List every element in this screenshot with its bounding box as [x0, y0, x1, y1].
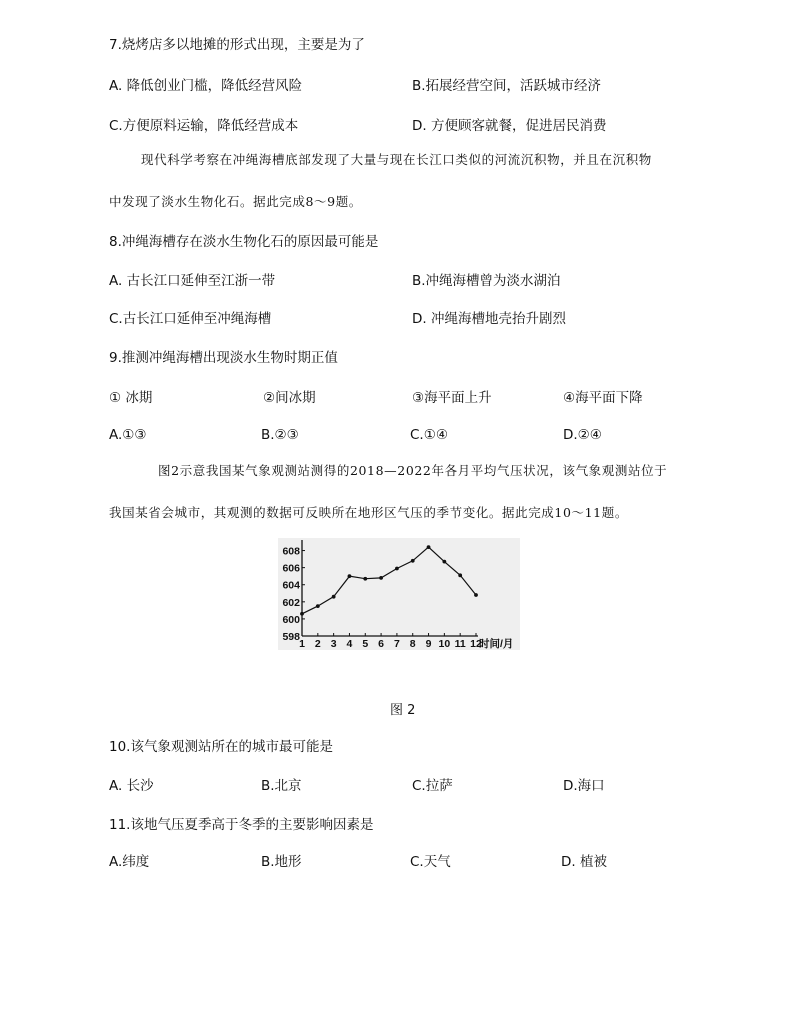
y-tick-label: 600	[282, 613, 300, 626]
x-tick-label: 1	[299, 638, 305, 650]
q7-option-d: D. 方便顾客就餐，促进居民消费	[412, 118, 607, 134]
data-point	[411, 559, 415, 563]
y-tick-label: 598	[282, 631, 300, 643]
q7-option-b: B.拓展经营空间，活跃城市经济	[412, 78, 602, 94]
data-point	[316, 604, 320, 608]
y-tick-label: 606	[282, 562, 300, 575]
q8-option-a: A. 古长江口延伸至江浙一带	[109, 273, 276, 289]
y-tick-label: 604	[282, 579, 300, 592]
x-tick-label: 2	[314, 638, 321, 650]
data-point	[300, 612, 304, 616]
x-tick-label: 11	[454, 638, 466, 650]
q11-stem: 11.该地气压夏季高于冬季的主要影响因素是	[109, 817, 374, 833]
x-tick-label: 6	[378, 638, 385, 650]
x-tick-label: 7	[393, 638, 400, 650]
passage2-line1: 图2示意我国某气象观测站测得的2018—2022年各月平均气压状况，该气象观测站位于	[158, 463, 668, 478]
data-point	[348, 574, 352, 578]
q10-option-d: D.海口	[563, 778, 605, 794]
pressure-line-chart	[278, 538, 520, 650]
q9-item-2: ②间冰期	[263, 390, 316, 406]
figure-caption: 图 2	[390, 703, 416, 718]
passage2-line2: 我国某省会城市，其观测的数据可反映所在地形区气压的季节变化。据此完成10～11题。	[109, 505, 628, 520]
data-point	[427, 545, 431, 549]
passage1-line2: 中发现了淡水生物化石。据此完成8～9题。	[109, 194, 362, 209]
y-tick-label: 608	[282, 545, 300, 558]
q10-option-a: A. 长沙	[109, 778, 154, 794]
q9-stem: 9.推测冲绳海槽出现淡水生物时期正值	[109, 350, 338, 366]
data-point	[395, 567, 399, 571]
q8-option-b: B.冲绳海槽曾为淡水湖泊	[412, 273, 561, 289]
q11-option-a: A.纬度	[109, 854, 150, 870]
q9-option-c: C.①④	[410, 427, 448, 443]
data-point	[474, 593, 478, 597]
q11-option-d: D. 植被	[561, 854, 607, 870]
q9-option-b: B.②③	[261, 427, 299, 443]
chart-scan-background	[278, 538, 520, 650]
x-tick-label: 12	[470, 638, 482, 650]
x-tick-label: 8	[409, 638, 416, 650]
x-tick-label: 10	[438, 638, 451, 650]
q9-option-d: D.②④	[563, 427, 602, 443]
q10-option-b: B.北京	[261, 778, 302, 794]
data-point	[332, 595, 336, 599]
passage1-line1: 现代科学考察在冲绳海槽底部发现了大量与现在长江口类似的河流沉积物，并且在沉积物	[141, 152, 652, 167]
q7-stem: 7.烧烤店多以地摊的形式出现，主要是为了	[109, 37, 365, 53]
data-point	[458, 573, 462, 577]
x-axis-label: 时间/月	[479, 638, 514, 650]
q9-option-a: A.①③	[109, 427, 147, 443]
q11-option-c: C.天气	[410, 854, 451, 870]
q10-option-c: C.拉萨	[412, 778, 453, 794]
q9-item-3: ③海平面上升	[412, 390, 492, 406]
q8-stem: 8.冲绳海槽存在淡水生物化石的原因最可能是	[109, 234, 379, 250]
q11-option-b: B.地形	[261, 854, 302, 870]
q8-option-c: C.古长江口延伸至冲绳海槽	[109, 311, 272, 327]
x-tick-label: 5	[362, 638, 369, 650]
x-tick-label: 3	[330, 638, 337, 650]
q8-option-d: D. 冲绳海槽地壳抬升剧烈	[412, 311, 566, 327]
data-point	[363, 577, 367, 581]
q9-item-1: ① 冰期	[109, 390, 153, 406]
y-tick-label: 602	[282, 596, 300, 609]
x-tick-label: 4	[346, 638, 353, 650]
q7-option-c: C.方便原料运输，降低经营成本	[109, 118, 299, 134]
q10-stem: 10.该气象观测站所在的城市最可能是	[109, 739, 333, 755]
data-point	[442, 560, 446, 564]
x-tick-label: 9	[425, 638, 432, 650]
q7-option-a: A. 降低创业门槛，降低经营风险	[109, 78, 303, 94]
data-point	[379, 576, 383, 580]
q9-item-4: ④海平面下降	[563, 390, 643, 406]
